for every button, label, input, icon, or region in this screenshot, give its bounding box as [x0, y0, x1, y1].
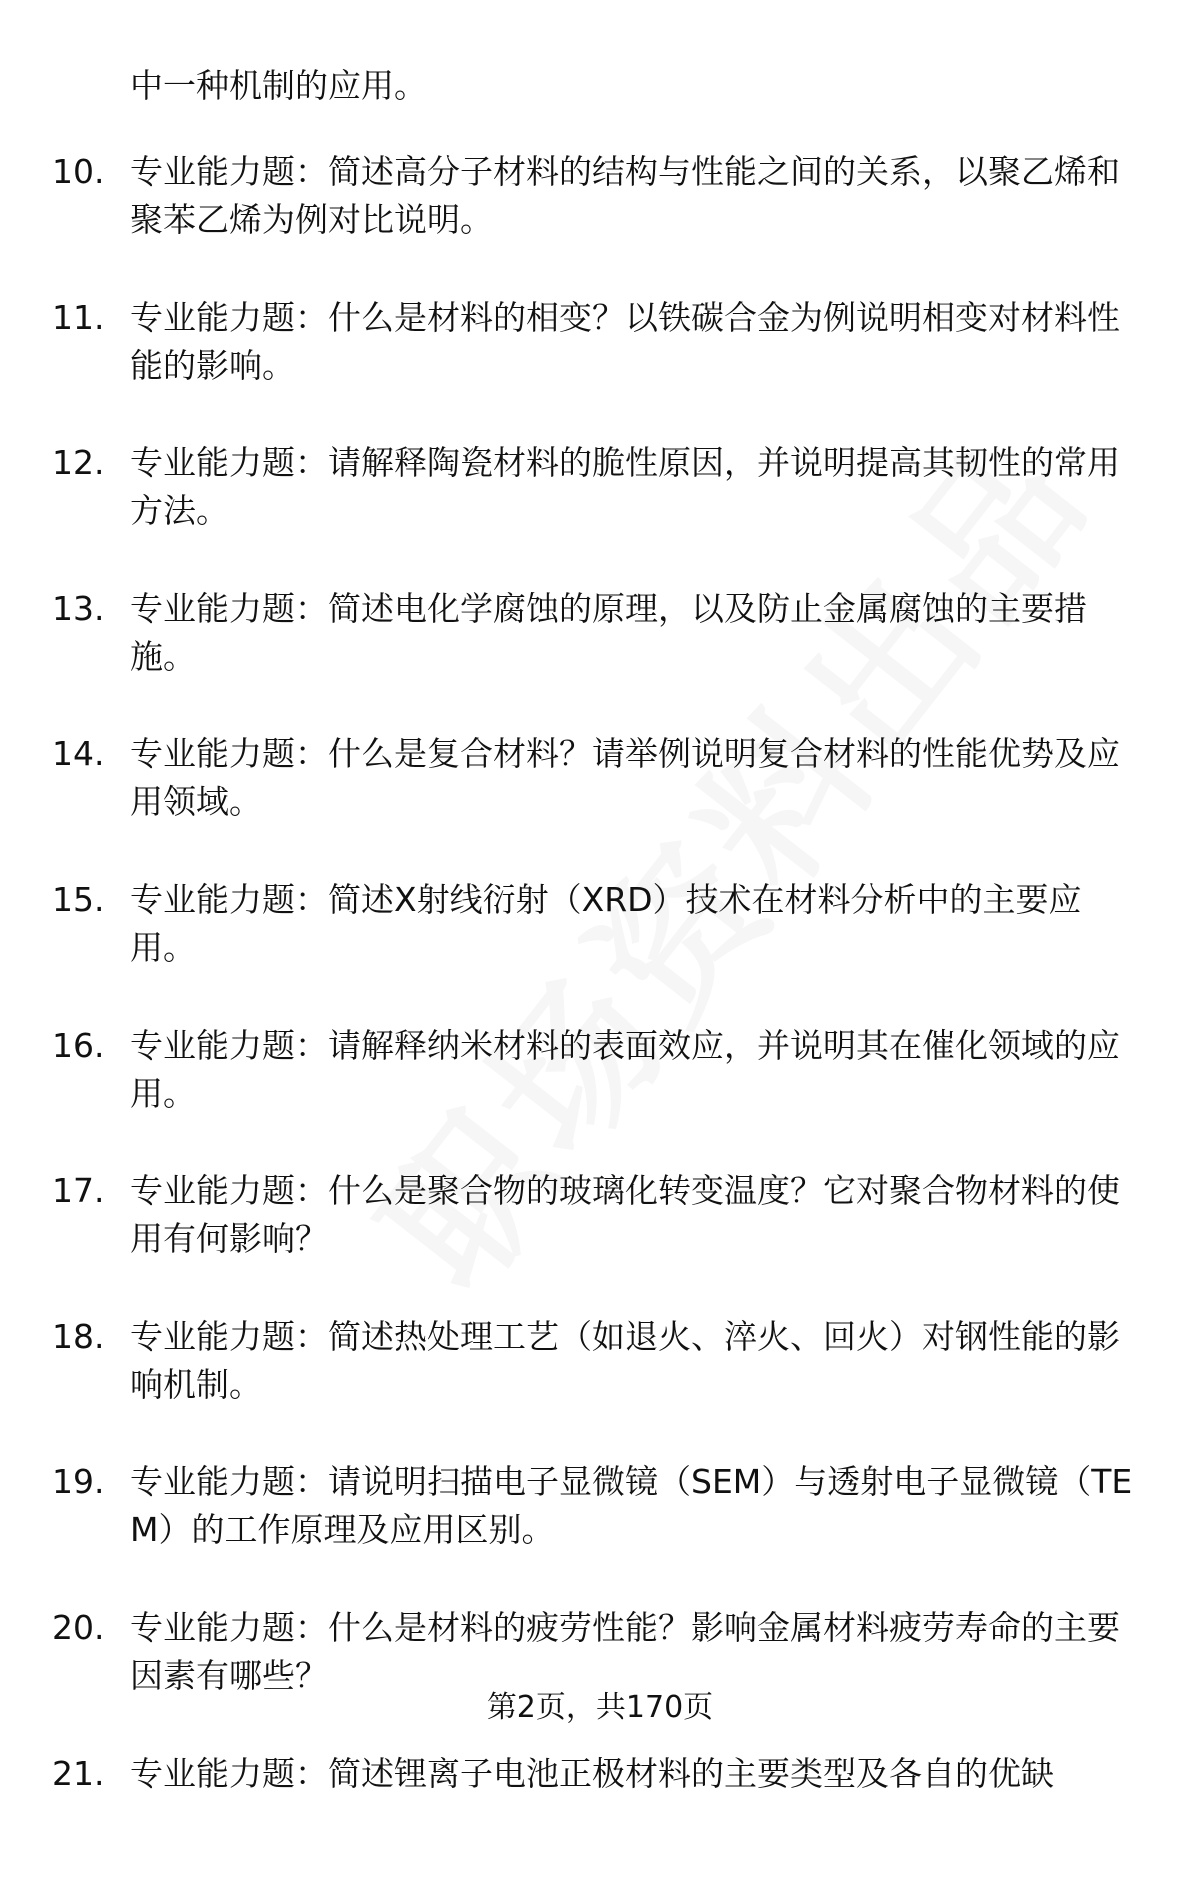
- list-item: [0, 294, 1200, 440]
- question-text: 专业能力题：简述热处理工艺（如退火、淬火、回火）对钢性能的影响机制。: [130, 1316, 1120, 1404]
- question-number: 10.: [52, 152, 105, 191]
- question-text: 专业能力题：请解释陶瓷材料的脆性原因，并说明提高其韧性的常用方法。: [130, 443, 1120, 531]
- question-text: 专业能力题：简述高分子材料的结构与性能之间的关系，以聚乙烯和聚苯乙烯为例对比说明。: [130, 152, 1120, 239]
- page-footer: 第2页，共170页: [486, 1690, 714, 1725]
- question-number: 12.: [52, 443, 105, 483]
- question-number: 11.: [52, 297, 105, 337]
- question-list: [0, 148, 1200, 1895]
- question-text: 专业能力题：什么是复合材料？请举例说明复合材料的性能优势及应用领域。: [130, 734, 1120, 822]
- list-item: [0, 1167, 1200, 1313]
- question-text: 专业能力题：什么是聚合物的玻璃化转变温度？它对聚合物材料的使用有何影响？: [130, 1171, 1120, 1259]
- question-text: 专业能力题：请说明扫描电子显微镜（SEM）与透射电子显微镜（TEM）的工作原理及应用区别。: [130, 1462, 1133, 1550]
- question-text: 专业能力题：什么是材料的相变？以铁碳合金为例说明相变对材料性能的影响。: [130, 297, 1120, 385]
- list-item: [0, 439, 1200, 585]
- list-item: [0, 1022, 1200, 1168]
- list-item: [0, 1313, 1200, 1459]
- question-number: 15.: [52, 879, 105, 919]
- list-item: [0, 585, 1200, 731]
- question-text: 专业能力题：简述X射线衍射（XRD）技术在材料分析中的主要应用。: [130, 879, 1082, 967]
- previous-question-continuation: 中一种机制的应用。: [130, 66, 427, 105]
- question-number: 20.: [52, 1607, 105, 1647]
- question-number: 17.: [52, 1171, 105, 1211]
- question-number: 19.: [52, 1462, 105, 1502]
- question-number: 13.: [52, 588, 105, 628]
- question-text: 专业能力题：请解释纳米材料的表面效应，并说明其在催化领域的应用。: [130, 1025, 1120, 1113]
- list-item: [0, 148, 1200, 294]
- question-number: 16.: [52, 1025, 105, 1065]
- question-text: 专业能力题：什么是材料的疲劳性能？影响金属材料疲劳寿命的主要因素有哪些？: [130, 1607, 1120, 1695]
- list-item: [0, 1750, 1200, 1895]
- question-text: 专业能力题：简述锂离子电池正极材料的主要类型及各自的优缺: [130, 1753, 1054, 1793]
- list-item: [0, 1458, 1200, 1604]
- list-item: [0, 730, 1200, 876]
- question-text: 专业能力题：简述电化学腐蚀的原理，以及防止金属腐蚀的主要措施。: [130, 588, 1087, 676]
- question-number: 18.: [52, 1316, 105, 1356]
- question-number: 21.: [52, 1753, 105, 1793]
- list-item: [0, 876, 1200, 1022]
- question-number: 14.: [52, 734, 105, 774]
